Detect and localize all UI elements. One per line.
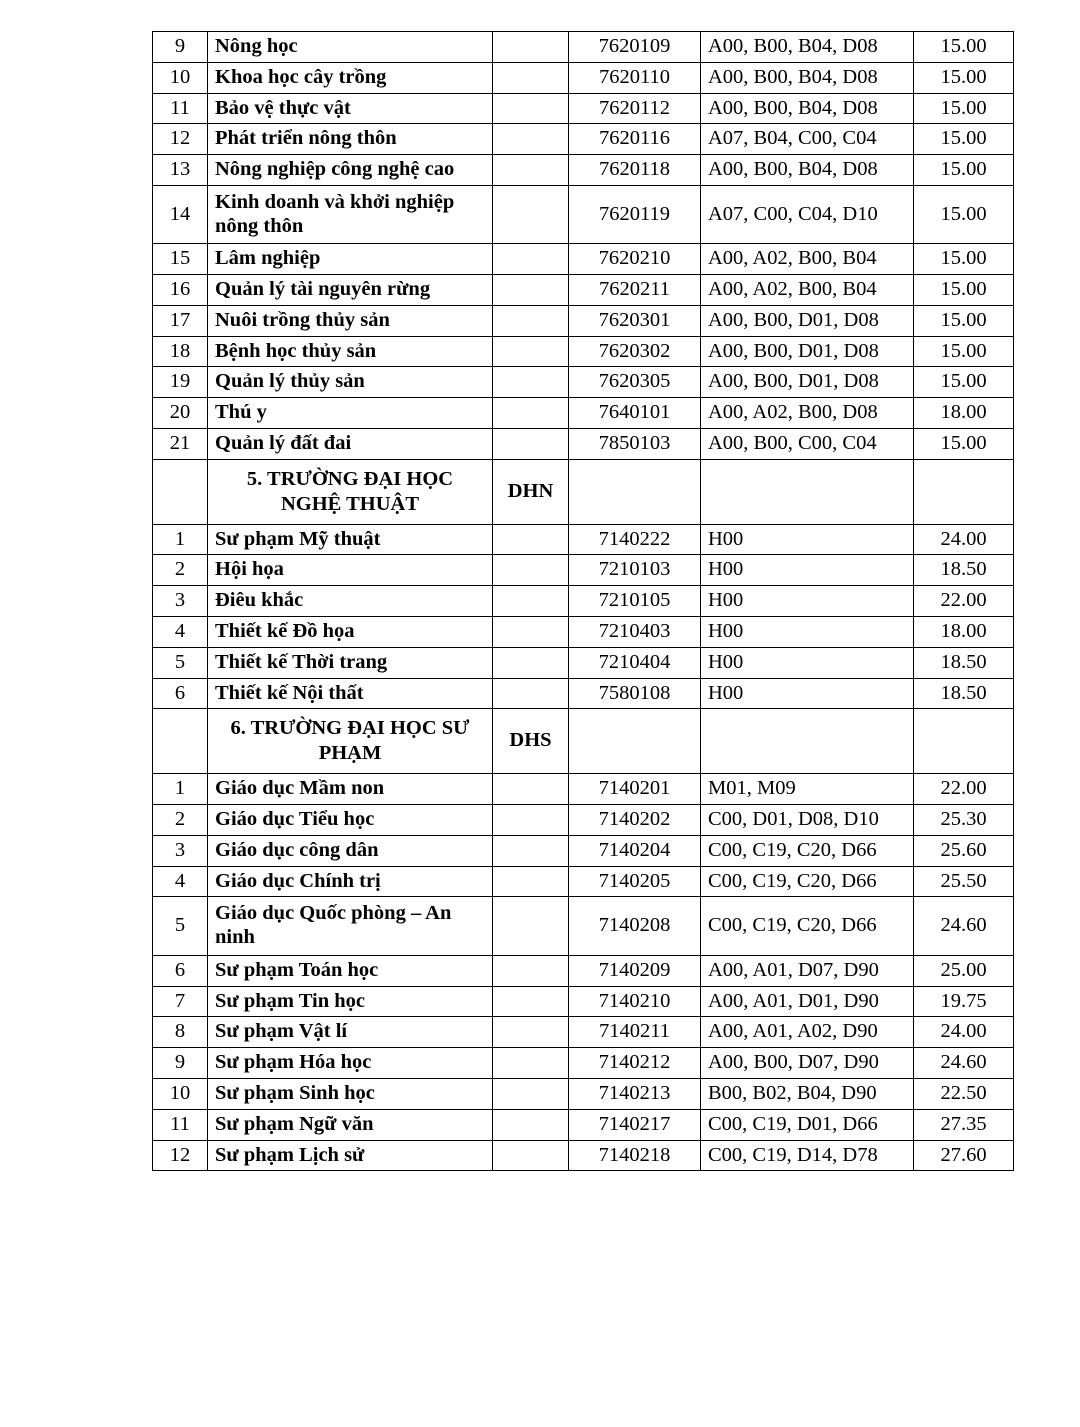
school-code-cell — [493, 93, 569, 124]
major-code-cell: 7140205 — [569, 866, 701, 897]
program-name-cell: Bảo vệ thực vật — [208, 93, 493, 124]
program-name-cell: Nuôi trồng thủy sản — [208, 305, 493, 336]
table-row — [153, 367, 1014, 398]
table-row — [153, 244, 1014, 275]
major-code-cell: 7620118 — [569, 155, 701, 186]
school-code-cell — [493, 647, 569, 678]
subject-blocks-cell: C00, C19, C20, D66 — [701, 866, 914, 897]
major-code-cell: 7140218 — [569, 1140, 701, 1171]
benchmark-score-cell: 18.50 — [914, 678, 1014, 709]
benchmark-score-cell — [914, 709, 1014, 774]
subject-blocks-cell: A00, B00, B04, D08 — [701, 32, 914, 63]
school-code-cell — [493, 774, 569, 805]
school-code-cell — [493, 398, 569, 429]
school-code-cell — [493, 124, 569, 155]
major-code-cell: 7140217 — [569, 1109, 701, 1140]
program-name-cell: Giáo dục Chính trị — [208, 866, 493, 897]
major-code-cell: 7580108 — [569, 678, 701, 709]
benchmark-score-cell: 15.00 — [914, 155, 1014, 186]
major-code-cell: 7620110 — [569, 62, 701, 93]
subject-blocks-cell: A00, B00, C00, C04 — [701, 428, 914, 459]
major-code-cell: 7140213 — [569, 1078, 701, 1109]
benchmark-score-cell: 22.50 — [914, 1078, 1014, 1109]
table-row — [153, 1048, 1014, 1079]
program-name-cell: Lâm nghiệp — [208, 244, 493, 275]
school-code-cell: DHS — [493, 709, 569, 774]
table-row — [153, 955, 1014, 986]
major-code-cell: 7140211 — [569, 1017, 701, 1048]
row-index-cell: 6 — [153, 955, 208, 986]
program-name-cell: Phát triển nông thôn — [208, 124, 493, 155]
program-name-cell: Nông nghiệp công nghệ cao — [208, 155, 493, 186]
table-row — [153, 275, 1014, 306]
subject-blocks-cell: A00, B00, D01, D08 — [701, 367, 914, 398]
subject-blocks-cell: H00 — [701, 555, 914, 586]
program-name-cell: Giáo dục công dân — [208, 835, 493, 866]
row-index-cell: 17 — [153, 305, 208, 336]
major-code-cell: 7140201 — [569, 774, 701, 805]
school-code-cell — [493, 1017, 569, 1048]
major-code-cell: 7140204 — [569, 835, 701, 866]
benchmark-score-cell: 18.50 — [914, 555, 1014, 586]
major-code-cell: 7210403 — [569, 617, 701, 648]
row-index-cell: 9 — [153, 1048, 208, 1079]
table-row — [153, 866, 1014, 897]
subject-blocks-cell: H00 — [701, 617, 914, 648]
table-row — [153, 1140, 1014, 1171]
row-index-cell: 11 — [153, 93, 208, 124]
row-index-cell: 4 — [153, 866, 208, 897]
major-code-cell: 7640101 — [569, 398, 701, 429]
benchmark-score-cell — [914, 459, 1014, 524]
row-index-cell: 3 — [153, 835, 208, 866]
major-code-cell: 7210105 — [569, 586, 701, 617]
major-code-cell: 7620210 — [569, 244, 701, 275]
row-index-cell — [153, 709, 208, 774]
program-name-cell: Quản lý đất đai — [208, 428, 493, 459]
major-code-cell: 7210103 — [569, 555, 701, 586]
program-name-cell: Sư phạm Vật lí — [208, 1017, 493, 1048]
subject-blocks-cell: C00, C19, D14, D78 — [701, 1140, 914, 1171]
subject-blocks-cell: A00, B00, D01, D08 — [701, 305, 914, 336]
table-row — [153, 555, 1014, 586]
major-code-cell: 7620301 — [569, 305, 701, 336]
table-row — [153, 678, 1014, 709]
benchmark-score-cell: 25.50 — [914, 866, 1014, 897]
program-name-cell: Điêu khắc — [208, 586, 493, 617]
row-index-cell: 6 — [153, 678, 208, 709]
row-index-cell: 5 — [153, 897, 208, 956]
row-index-cell: 12 — [153, 1140, 208, 1171]
table-row — [153, 305, 1014, 336]
major-code-cell: 7140212 — [569, 1048, 701, 1079]
table-row — [153, 32, 1014, 63]
subject-blocks-cell: C00, C19, C20, D66 — [701, 835, 914, 866]
program-name-cell: Thiết kế Thời trang — [208, 647, 493, 678]
row-index-cell: 5 — [153, 647, 208, 678]
school-code-cell — [493, 1140, 569, 1171]
row-index-cell: 9 — [153, 32, 208, 63]
row-index-cell: 4 — [153, 617, 208, 648]
program-name-cell: Sư phạm Toán học — [208, 955, 493, 986]
row-index-cell: 10 — [153, 1078, 208, 1109]
row-index-cell: 8 — [153, 1017, 208, 1048]
table-row — [153, 428, 1014, 459]
school-code-cell — [493, 62, 569, 93]
benchmark-score-cell: 15.00 — [914, 244, 1014, 275]
program-name-cell: Bệnh học thủy sản — [208, 336, 493, 367]
program-name-cell: Sư phạm Tin học — [208, 986, 493, 1017]
benchmark-score-cell: 25.30 — [914, 805, 1014, 836]
benchmark-score-cell: 27.60 — [914, 1140, 1014, 1171]
subject-blocks-cell: A00, A01, D07, D90 — [701, 955, 914, 986]
row-index-cell: 15 — [153, 244, 208, 275]
program-name-cell: Giáo dục Quốc phòng – An ninh — [208, 897, 493, 956]
school-code-cell — [493, 586, 569, 617]
benchmark-score-cell: 24.00 — [914, 1017, 1014, 1048]
subject-blocks-cell: H00 — [701, 586, 914, 617]
program-name-cell: Sư phạm Sinh học — [208, 1078, 493, 1109]
major-code-cell: 7620302 — [569, 336, 701, 367]
benchmark-score-cell: 15.00 — [914, 336, 1014, 367]
admissions-table — [152, 31, 1014, 1171]
table-row — [153, 155, 1014, 186]
table-row — [153, 1109, 1014, 1140]
benchmark-score-cell: 25.00 — [914, 955, 1014, 986]
row-index-cell: 2 — [153, 555, 208, 586]
subject-blocks-cell: A00, B00, D07, D90 — [701, 1048, 914, 1079]
program-name-cell: Quản lý tài nguyên rừng — [208, 275, 493, 306]
school-code-cell — [493, 897, 569, 956]
subject-blocks-cell: H00 — [701, 524, 914, 555]
program-name-cell: Hội họa — [208, 555, 493, 586]
program-name-cell: Giáo dục Tiểu học — [208, 805, 493, 836]
subject-blocks-cell: A07, B04, C00, C04 — [701, 124, 914, 155]
table-row — [153, 647, 1014, 678]
school-code-cell — [493, 955, 569, 986]
subject-blocks-cell: A00, A02, B00, B04 — [701, 244, 914, 275]
table-row — [153, 897, 1014, 956]
major-code-cell: 7140222 — [569, 524, 701, 555]
table-row — [153, 586, 1014, 617]
benchmark-score-cell: 22.00 — [914, 586, 1014, 617]
row-index-cell: 18 — [153, 336, 208, 367]
school-code-cell — [493, 866, 569, 897]
benchmark-score-cell: 15.00 — [914, 93, 1014, 124]
school-code-cell — [493, 986, 569, 1017]
major-code-cell — [569, 459, 701, 524]
table-row — [153, 124, 1014, 155]
school-code-cell — [493, 185, 569, 244]
school-code-cell — [493, 524, 569, 555]
table-row — [153, 398, 1014, 429]
school-code-cell — [493, 32, 569, 63]
admissions-table-body — [153, 32, 1014, 1171]
school-code-cell — [493, 336, 569, 367]
benchmark-score-cell: 18.00 — [914, 617, 1014, 648]
row-index-cell — [153, 459, 208, 524]
benchmark-score-cell: 15.00 — [914, 62, 1014, 93]
subject-blocks-cell — [701, 709, 914, 774]
major-code-cell: 7620119 — [569, 185, 701, 244]
benchmark-score-cell: 24.60 — [914, 897, 1014, 956]
row-index-cell: 1 — [153, 524, 208, 555]
subject-blocks-cell: A00, B00, B04, D08 — [701, 62, 914, 93]
benchmark-score-cell: 18.00 — [914, 398, 1014, 429]
benchmark-score-cell: 18.50 — [914, 647, 1014, 678]
major-code-cell — [569, 709, 701, 774]
benchmark-score-cell: 24.60 — [914, 1048, 1014, 1079]
program-name-cell: Thú y — [208, 398, 493, 429]
major-code-cell: 7620112 — [569, 93, 701, 124]
major-code-cell: 7210404 — [569, 647, 701, 678]
school-code-cell — [493, 835, 569, 866]
subject-blocks-cell: A00, A01, D01, D90 — [701, 986, 914, 1017]
subject-blocks-cell: M01, M09 — [701, 774, 914, 805]
program-name-cell: Kinh doanh và khởi nghiệp nông thôn — [208, 185, 493, 244]
program-name-cell: Sư phạm Ngữ văn — [208, 1109, 493, 1140]
table-row — [153, 1017, 1014, 1048]
table-row — [153, 835, 1014, 866]
row-index-cell: 16 — [153, 275, 208, 306]
row-index-cell: 12 — [153, 124, 208, 155]
benchmark-score-cell: 19.75 — [914, 986, 1014, 1017]
row-index-cell: 13 — [153, 155, 208, 186]
school-code-cell — [493, 305, 569, 336]
school-code-cell — [493, 1048, 569, 1079]
school-code-cell — [493, 428, 569, 459]
subject-blocks-cell: A00, A01, A02, D90 — [701, 1017, 914, 1048]
benchmark-score-cell: 22.00 — [914, 774, 1014, 805]
benchmark-score-cell: 15.00 — [914, 275, 1014, 306]
table-row — [153, 524, 1014, 555]
major-code-cell: 7140202 — [569, 805, 701, 836]
school-code-cell — [493, 555, 569, 586]
major-code-cell: 7620109 — [569, 32, 701, 63]
table-row — [153, 185, 1014, 244]
school-code-cell — [493, 1078, 569, 1109]
row-index-cell: 10 — [153, 62, 208, 93]
table-row — [153, 805, 1014, 836]
section-title-cell: 6. TRƯỜNG ĐẠI HỌC SƯ PHẠM — [208, 709, 493, 774]
benchmark-score-cell: 15.00 — [914, 428, 1014, 459]
benchmark-score-cell: 15.00 — [914, 124, 1014, 155]
school-code-cell — [493, 805, 569, 836]
benchmark-score-cell: 27.35 — [914, 1109, 1014, 1140]
subject-blocks-cell: C00, D01, D08, D10 — [701, 805, 914, 836]
row-index-cell: 3 — [153, 586, 208, 617]
table-row — [153, 986, 1014, 1017]
subject-blocks-cell: A00, A02, B00, D08 — [701, 398, 914, 429]
subject-blocks-cell: H00 — [701, 678, 914, 709]
program-name-cell: Nông học — [208, 32, 493, 63]
major-code-cell: 7850103 — [569, 428, 701, 459]
subject-blocks-cell: A00, B00, D01, D08 — [701, 336, 914, 367]
benchmark-score-cell: 25.60 — [914, 835, 1014, 866]
row-index-cell: 2 — [153, 805, 208, 836]
subject-blocks-cell: A07, C00, C04, D10 — [701, 185, 914, 244]
school-code-cell — [493, 617, 569, 648]
benchmark-score-cell: 24.00 — [914, 524, 1014, 555]
subject-blocks-cell: C00, C19, D01, D66 — [701, 1109, 914, 1140]
table-row — [153, 1078, 1014, 1109]
row-index-cell: 1 — [153, 774, 208, 805]
program-name-cell: Giáo dục Mầm non — [208, 774, 493, 805]
subject-blocks-cell — [701, 459, 914, 524]
section-title-cell: 5. TRƯỜNG ĐẠI HỌC NGHỆ THUẬT — [208, 459, 493, 524]
table-row — [153, 617, 1014, 648]
school-code-cell — [493, 367, 569, 398]
row-index-cell: 20 — [153, 398, 208, 429]
benchmark-score-cell: 15.00 — [914, 32, 1014, 63]
program-name-cell: Thiết kế Nội thất — [208, 678, 493, 709]
major-code-cell: 7620211 — [569, 275, 701, 306]
program-name-cell: Khoa học cây trồng — [208, 62, 493, 93]
school-code-cell — [493, 1109, 569, 1140]
section-header-row — [153, 459, 1014, 524]
row-index-cell: 19 — [153, 367, 208, 398]
row-index-cell: 14 — [153, 185, 208, 244]
benchmark-score-cell: 15.00 — [914, 367, 1014, 398]
major-code-cell: 7140209 — [569, 955, 701, 986]
table-row — [153, 93, 1014, 124]
admissions-table-container — [152, 31, 1013, 1171]
major-code-cell: 7140210 — [569, 986, 701, 1017]
subject-blocks-cell: A00, B00, B04, D08 — [701, 155, 914, 186]
program-name-cell: Sư phạm Lịch sử — [208, 1140, 493, 1171]
table-row — [153, 62, 1014, 93]
school-code-cell — [493, 275, 569, 306]
subject-blocks-cell: B00, B02, B04, D90 — [701, 1078, 914, 1109]
row-index-cell: 11 — [153, 1109, 208, 1140]
major-code-cell: 7620116 — [569, 124, 701, 155]
school-code-cell: DHN — [493, 459, 569, 524]
school-code-cell — [493, 678, 569, 709]
major-code-cell: 7140208 — [569, 897, 701, 956]
subject-blocks-cell: A00, B00, B04, D08 — [701, 93, 914, 124]
subject-blocks-cell: C00, C19, C20, D66 — [701, 897, 914, 956]
row-index-cell: 21 — [153, 428, 208, 459]
school-code-cell — [493, 244, 569, 275]
table-row — [153, 774, 1014, 805]
program-name-cell: Quản lý thủy sản — [208, 367, 493, 398]
program-name-cell: Sư phạm Mỹ thuật — [208, 524, 493, 555]
benchmark-score-cell: 15.00 — [914, 185, 1014, 244]
table-row — [153, 336, 1014, 367]
school-code-cell — [493, 155, 569, 186]
row-index-cell: 7 — [153, 986, 208, 1017]
subject-blocks-cell: H00 — [701, 647, 914, 678]
program-name-cell: Sư phạm Hóa học — [208, 1048, 493, 1079]
subject-blocks-cell: A00, A02, B00, B04 — [701, 275, 914, 306]
major-code-cell: 7620305 — [569, 367, 701, 398]
benchmark-score-cell: 15.00 — [914, 305, 1014, 336]
program-name-cell: Thiết kế Đồ họa — [208, 617, 493, 648]
section-header-row — [153, 709, 1014, 774]
